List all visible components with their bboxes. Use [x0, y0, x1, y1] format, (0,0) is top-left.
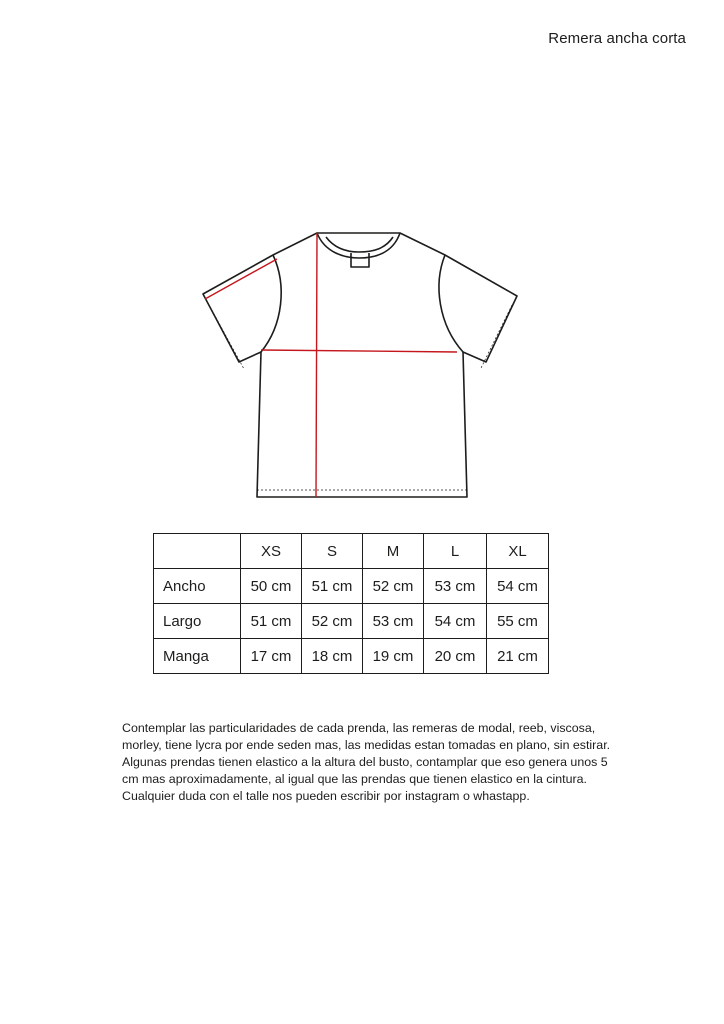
care-notes	[122, 720, 612, 805]
table-cell: 53 cm	[424, 569, 487, 604]
header-cell: M	[363, 534, 424, 569]
table-cell: 51 cm	[241, 604, 302, 639]
header-cell: XL	[487, 534, 549, 569]
table-cell: 55 cm	[487, 604, 549, 639]
page-title: Remera ancha corta	[548, 30, 686, 47]
notes-paragraph: Contemplar las particularidades de cada prenda, las remeras de modal, reeb, viscosa, morley, tiene lycra por ende seden mas, las medidas estan tomadas en plano, sin estirar.	[122, 721, 611, 752]
table-cell: 17 cm	[241, 639, 302, 674]
row-label: Ancho	[154, 569, 241, 604]
table-cell: 54 cm	[424, 604, 487, 639]
table-cell: 54 cm	[487, 569, 549, 604]
left-armhole	[261, 255, 281, 352]
tshirt-illustration	[195, 225, 530, 510]
collar	[317, 233, 400, 258]
header-cell: L	[424, 534, 487, 569]
table-cell: 18 cm	[302, 639, 363, 674]
header-cell: XS	[241, 534, 302, 569]
table-header-row	[154, 534, 549, 569]
row-label: Manga	[154, 639, 241, 674]
tshirt-outline	[203, 233, 517, 497]
right-armhole	[439, 255, 463, 352]
size-table	[153, 533, 549, 674]
notes-paragraph: Algunas prendas tienen elastico a la altura del busto, contamplar que eso genera unos 5 cm mas aproximadamente, al igual que las prendas que tienen elastico en la cintura.	[122, 755, 608, 786]
notes-paragraph: Cualquier duda con el talle nos pueden escribir por instagram o whastapp.	[122, 789, 530, 803]
length-measure-line	[316, 233, 317, 497]
sleeve-measure-line	[205, 259, 277, 299]
table-cell: 20 cm	[424, 639, 487, 674]
row-label: Largo	[154, 604, 241, 639]
header-cell	[154, 534, 241, 569]
tshirt-icon	[195, 225, 530, 510]
table-cell: 51 cm	[302, 569, 363, 604]
table-row	[154, 639, 549, 674]
header-cell: S	[302, 534, 363, 569]
table-row	[154, 569, 549, 604]
width-measure-line	[261, 350, 457, 352]
table-cell: 52 cm	[363, 569, 424, 604]
table-cell: 50 cm	[241, 569, 302, 604]
table-cell: 52 cm	[302, 604, 363, 639]
table-cell: 53 cm	[363, 604, 424, 639]
table-row	[154, 604, 549, 639]
table-cell: 21 cm	[487, 639, 549, 674]
table-cell: 19 cm	[363, 639, 424, 674]
